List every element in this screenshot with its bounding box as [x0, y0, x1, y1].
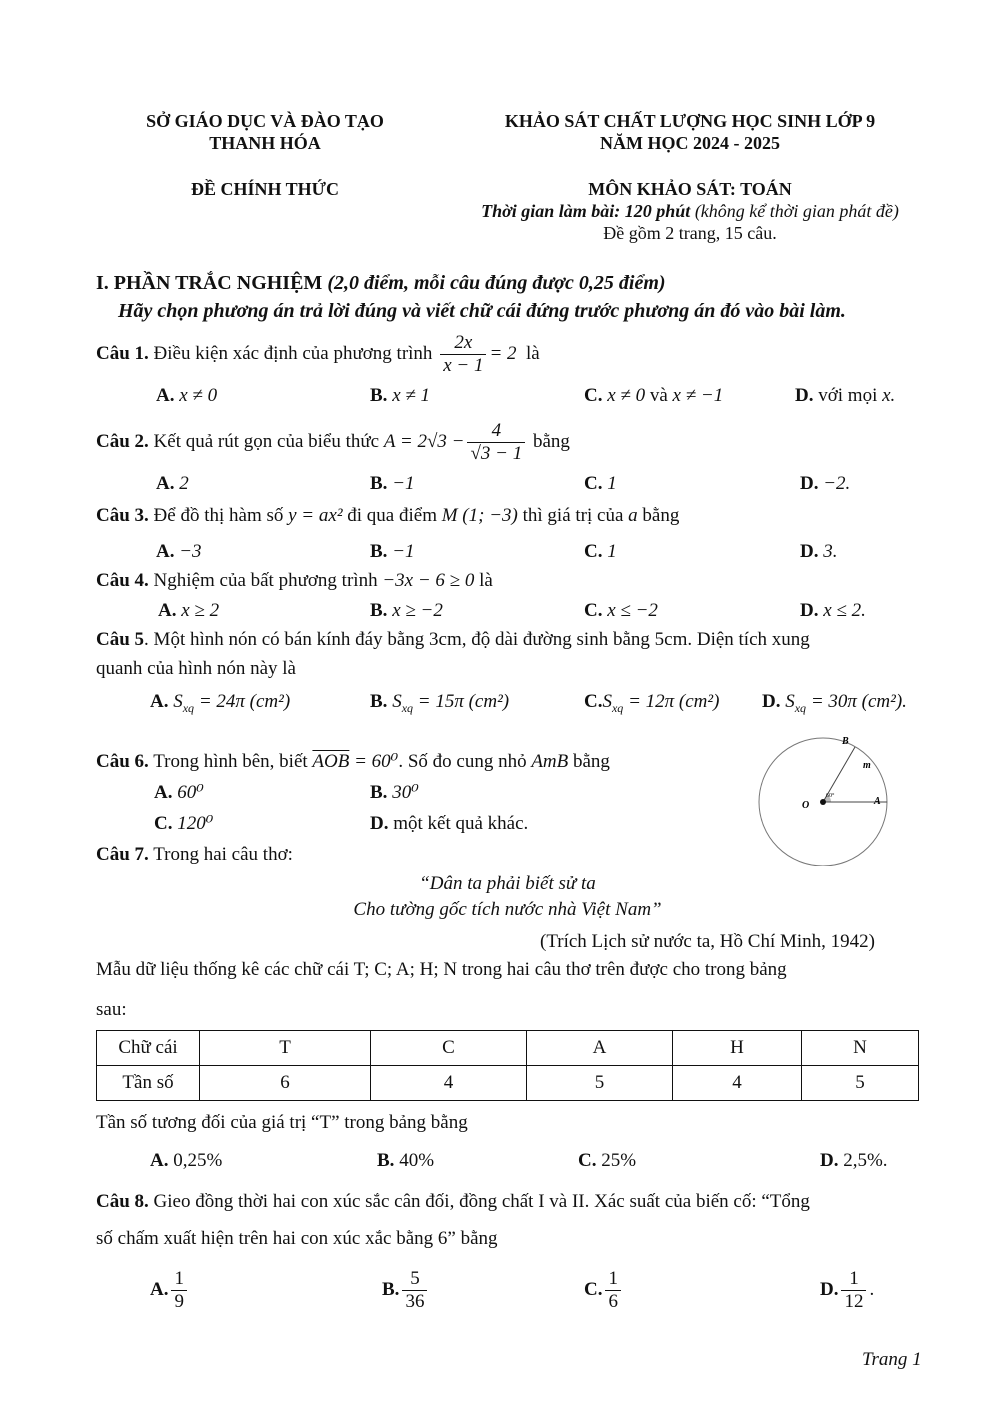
- q7-option-c: C. 25%: [578, 1150, 637, 1171]
- question-2: Câu 2. Kết quả rút gọn của biểu thức A = 2√3 − $\frac{4}{√3 - 1}$ bằng: [96, 420, 570, 464]
- poem-source: (Trích Lịch sử nước ta, Hồ Chí Minh, 1942): [540, 931, 875, 952]
- dept-name: [100, 110, 430, 154]
- q2-option-c: C. 1: [584, 473, 617, 494]
- q7-option-d: D. 2,5%.: [820, 1150, 888, 1171]
- label-o: O: [802, 800, 810, 811]
- exam-title: [440, 110, 940, 154]
- q3-option-c: C. 1: [584, 541, 617, 562]
- question-7-ask: Tần số tương đối của giá trị “T” trong bảng bằng: [96, 1112, 468, 1133]
- question-7-desc: Mẫu dữ liệu thống kê các chữ cái T; C; A; H; N trong hai câu thơ trên được cho trong bảng: [96, 959, 787, 980]
- q1-option-a: A. x ≠ 0: [156, 385, 218, 406]
- question-7: Câu 7. Trong hai câu thơ:: [96, 844, 293, 865]
- q8-option-d: D. $\frac{1}{12}$ .: [820, 1268, 875, 1312]
- question-5-line2: quanh của hình nón này là: [96, 658, 296, 679]
- poem-line1: “Dân ta phải biết sử ta: [419, 873, 596, 894]
- q5-option-d: D. $S_{xq} = 30\pi$ (cm²).: [762, 691, 907, 715]
- official-label: ĐỀ CHÍNH THỨC: [190, 179, 340, 199]
- q6-option-a: A. 60⁰: [154, 782, 204, 803]
- q1-option-c: C. x ≠ 0 và x ≠ −1: [584, 385, 724, 406]
- poem: [96, 871, 919, 923]
- q3-option-b: B. −1: [370, 541, 415, 562]
- exam-subject: MÔN KHẢO SÁT: TOÁN: [588, 179, 792, 199]
- question-8-line2: số chấm xuất hiện trên hai con xúc xắc bằng 6” bằng: [96, 1228, 498, 1249]
- question-8: Câu 8. Gieo đồng thời hai con xúc sắc cân đối, đồng chất I và II. Xác suất của biến cố: “Tổng: [96, 1191, 810, 1212]
- q8-option-b: B. $\frac{5}{36}$: [382, 1268, 430, 1313]
- question-4: Câu 4. Nghiệm của bất phương trình −3x − 6 ≥ 0 là: [96, 570, 493, 591]
- q6-option-d: D. một kết quả khác.: [370, 813, 529, 834]
- q7-option-a: A. 0,25%: [150, 1150, 223, 1171]
- label-a: A: [874, 796, 881, 807]
- exam-time: Thời gian làm bài: 120 phút (không kể thời gian phát đề): [481, 201, 899, 221]
- question-3: Câu 3. Để đồ thị hàm số y = ax² đi qua điểm M (1; −3) thì giá trị của a bằng: [96, 505, 680, 526]
- q5-option-a: A. $S_{xq} = 24\pi$ (cm²): [150, 691, 291, 715]
- q6-option-b: B. 30⁰: [370, 782, 419, 803]
- circle-figure: [748, 736, 898, 866]
- exam-info: [440, 178, 940, 244]
- q4-option-a: A. x ≥ 2: [158, 600, 220, 621]
- dept-line1: SỞ GIÁO DỤC VÀ ĐÀO TẠO: [146, 111, 384, 131]
- question-6: Câu 6. Trong hình bên, biết $\overline{AOB} = 60^0$. Số đo cung nhỏ AmB bằng: [96, 751, 610, 772]
- center-point: [820, 799, 826, 805]
- label-m: m: [863, 760, 871, 771]
- q2-option-b: B. −1: [370, 473, 415, 494]
- q1-option-b: B. x ≠ 1: [370, 385, 431, 406]
- dept-line2: THANH HÓA: [209, 133, 321, 153]
- question-7-desc2: sau:: [96, 999, 127, 1020]
- q4-option-b: B. x ≥ −2: [370, 600, 443, 621]
- q3-option-a: A. −3: [156, 541, 202, 562]
- table-row: Tần số 6 4 5 4 5: [97, 1066, 919, 1101]
- section-instruction: Hãy chọn phương án trả lời đúng và viết chữ cái đứng trước phương án đó vào bài làm.: [118, 300, 846, 322]
- exam-year: NĂM HỌC 2024 - 2025: [600, 133, 780, 153]
- q2-fraction: $\frac{4}{√3 - 1}$: [467, 420, 525, 465]
- label-b: B: [842, 736, 849, 747]
- q3-option-d: D. 3.: [800, 541, 838, 562]
- q4-option-c: C. x ≤ −2: [584, 600, 658, 621]
- q6-option-c: C. 120⁰: [154, 813, 214, 834]
- q8-option-a: A. $\frac{1}{9}$: [150, 1268, 190, 1313]
- q5-option-c: $C.S_{xq} = 12\pi$ (cm²): [584, 691, 720, 715]
- q1-option-d: D. với mọi x.: [795, 385, 896, 406]
- frequency-table: [96, 1030, 919, 1101]
- page-number: Trang 1: [862, 1349, 922, 1370]
- label-angle: 60°: [826, 793, 835, 799]
- q2-option-a: A. 2: [156, 473, 189, 494]
- q4-option-d: D. x ≤ 2.: [800, 600, 866, 621]
- section-title: I. PHẦN TRẮC NGHIỆM (2,0 điểm, mỗi câu đúng được 0,25 điểm): [96, 272, 666, 294]
- exam-pages: Đề gồm 2 trang, 15 câu.: [603, 223, 777, 243]
- table-row: Chữ cái T C A H N: [97, 1031, 919, 1066]
- q1-fraction: $\frac{2x}{x - 1}$: [440, 332, 486, 377]
- q2-option-d: D. −2.: [800, 473, 851, 494]
- question-5: Câu 5. Một hình nón có bán kính đáy bằng 3cm, độ dài đường sinh bằng 5cm. Diện tích xung: [96, 629, 810, 650]
- exam-title-line1: KHẢO SÁT CHẤT LƯỢNG HỌC SINH LỚP 9: [504, 111, 876, 131]
- poem-line2: Cho tường gốc tích nước nhà Việt Nam”: [353, 899, 662, 920]
- q8-option-c: C. $\frac{1}{6}$: [584, 1268, 624, 1313]
- q5-option-b: B. $S_{xq} = 15\pi$ (cm²): [370, 691, 510, 715]
- question-1: Câu 1. Điều kiện xác định của phương trình $\frac{2x}{x - 1}$ = 2 là: [96, 332, 540, 376]
- q7-option-b: B. 40%: [377, 1150, 435, 1171]
